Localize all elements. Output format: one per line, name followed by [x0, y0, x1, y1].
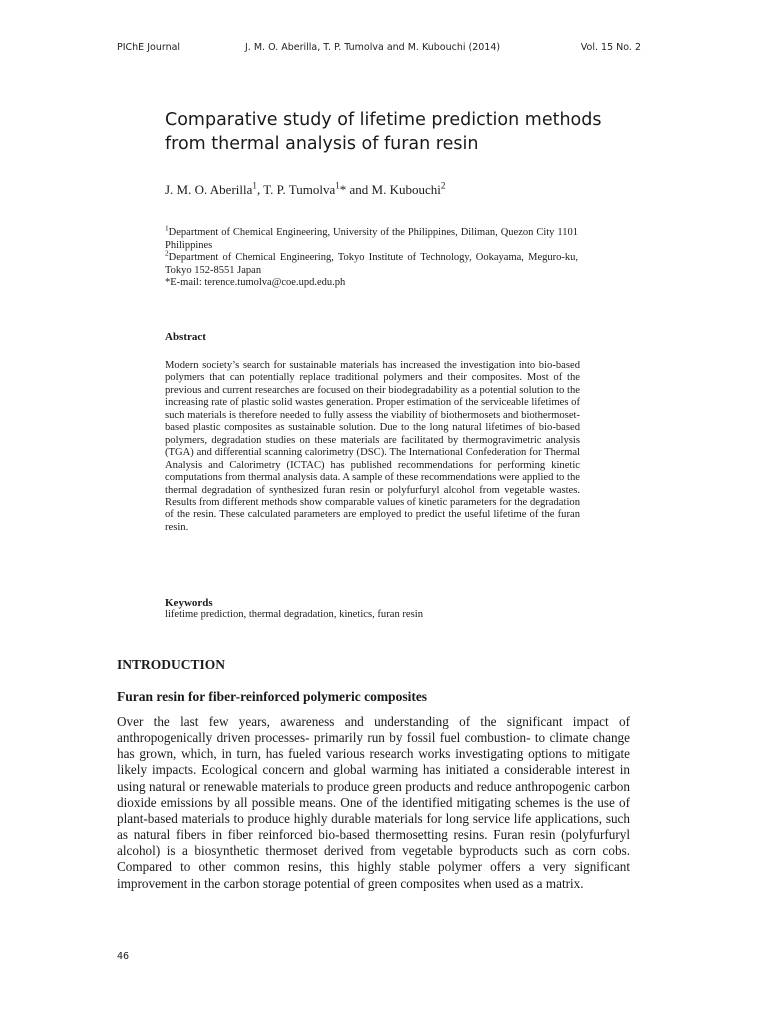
header-citation: J. M. O. Aberilla, T. P. Tumolva and M. Kubouchi (2014) — [245, 42, 501, 53]
affiliation-text: Department of Chemical Engineering, Tokyo Institute of Technology, Ookayama, Meguro-ku, Tokyo 152-8551 Japan — [165, 252, 578, 276]
affiliation-2 — [165, 248, 578, 277]
keywords-text: lifetime prediction, thermal degradation, kinetics, furan resin — [165, 609, 423, 620]
author-separator: , — [256, 182, 264, 197]
affiliation-marker: 1 — [252, 180, 257, 191]
volume-issue: Vol. 15 No. 2 — [580, 42, 641, 53]
affiliation-text: Department of Chemical Engineering, University of the Philippines, Diliman, Quezon City 1101 Philippines — [165, 227, 578, 251]
author-list — [165, 182, 595, 198]
page-number: 46 — [117, 951, 130, 962]
corresponding-email: *E-mail: terence.tumolva@coe.upd.edu.ph — [165, 277, 346, 288]
affiliation-marker: 1 — [335, 180, 340, 191]
author-name: J. M. O. Aberilla — [165, 182, 253, 197]
journal-name: PIChE Journal — [117, 42, 181, 53]
paper-title: Comparative study of lifetime prediction methods from thermal analysis of furan resin — [165, 110, 602, 154]
author-name: T. P. Tumolva — [263, 182, 336, 197]
affiliation-marker: 2 — [165, 248, 169, 258]
section-heading: INTRODUCTION — [117, 657, 226, 672]
abstract-heading: Abstract — [165, 331, 206, 343]
affiliation-1 — [165, 223, 578, 252]
affiliation-marker: 2 — [440, 180, 446, 191]
author-name: M. Kubouchi — [371, 182, 441, 197]
running-header — [117, 42, 641, 58]
corresponding-marker: * — [339, 182, 347, 197]
abstract-text: Modern society’s search for sustainable materials has increased the investigation into bio-based polymers that can potentially replace traditional polymers and their composites. Most of the previous and current researches are focused on their biodegradability as a potential solution to the increasing rate of plastic solid wastes generation. Proper estimation of the serviceable lifetimes of such materials is therefore needed to fully assess the viability of biothermosets and biothermoset-based plastic composites as sustainable solution. Due to the long natural lifetimes of bio-based polymers, degradation studies on these materials are facilitated by thermogravimetric analysis (TGA) and differential scanning calorimetry (DSC). The International Confederation for Thermal Analysis and Calorimetry (ICTAC) has published recommendations for performing kinetic computations from thermal analysis data. A sample of these recommendations were applied to the thermal degradation of synthesized furan resin or polyfurfuryl alcohol from vegetable wastes. Results from different methods show comparable values of kinetic parameters for the degradation of the resin. These calculated parameters are employed to predict the useful lifetime of the furan resin. — [165, 360, 580, 533]
body-paragraph: Over the last few years, awareness and understanding of the significant impact of anthropogenically driven processes- primarily run by fossil fuel combustion- to climate change has grown, which, in turn, has fueled various research works investigating options to mitigate likely impacts. Ecological concern and global warming has initiated a considerable interest in using natural or renewable materials to produce green products and reduce anthropogenic carbon dioxide emissions by all possible means. One of the identified mitigating schemes is the use of plant-based materials to produce highly durable materials for long service life applications, such as natural fibers in fiber reinforced bio-based thermosetting resins. Furan resin (polyfurfuryl alcohol) is a biosynthetic thermoset derived from vegetable byproducts such as corn cobs. Compared to other common resins, this highly stable polymer offers a very significant improvement in the carbon storage potential of green composites when used as a matrix. — [117, 714, 630, 891]
affiliation-marker: 1 — [165, 223, 169, 233]
keywords-heading: Keywords — [165, 597, 213, 609]
subsection-heading: Furan resin for fiber-reinforced polymeric composites — [117, 689, 428, 704]
author-separator: and — [346, 182, 372, 197]
affiliations — [165, 223, 578, 290]
